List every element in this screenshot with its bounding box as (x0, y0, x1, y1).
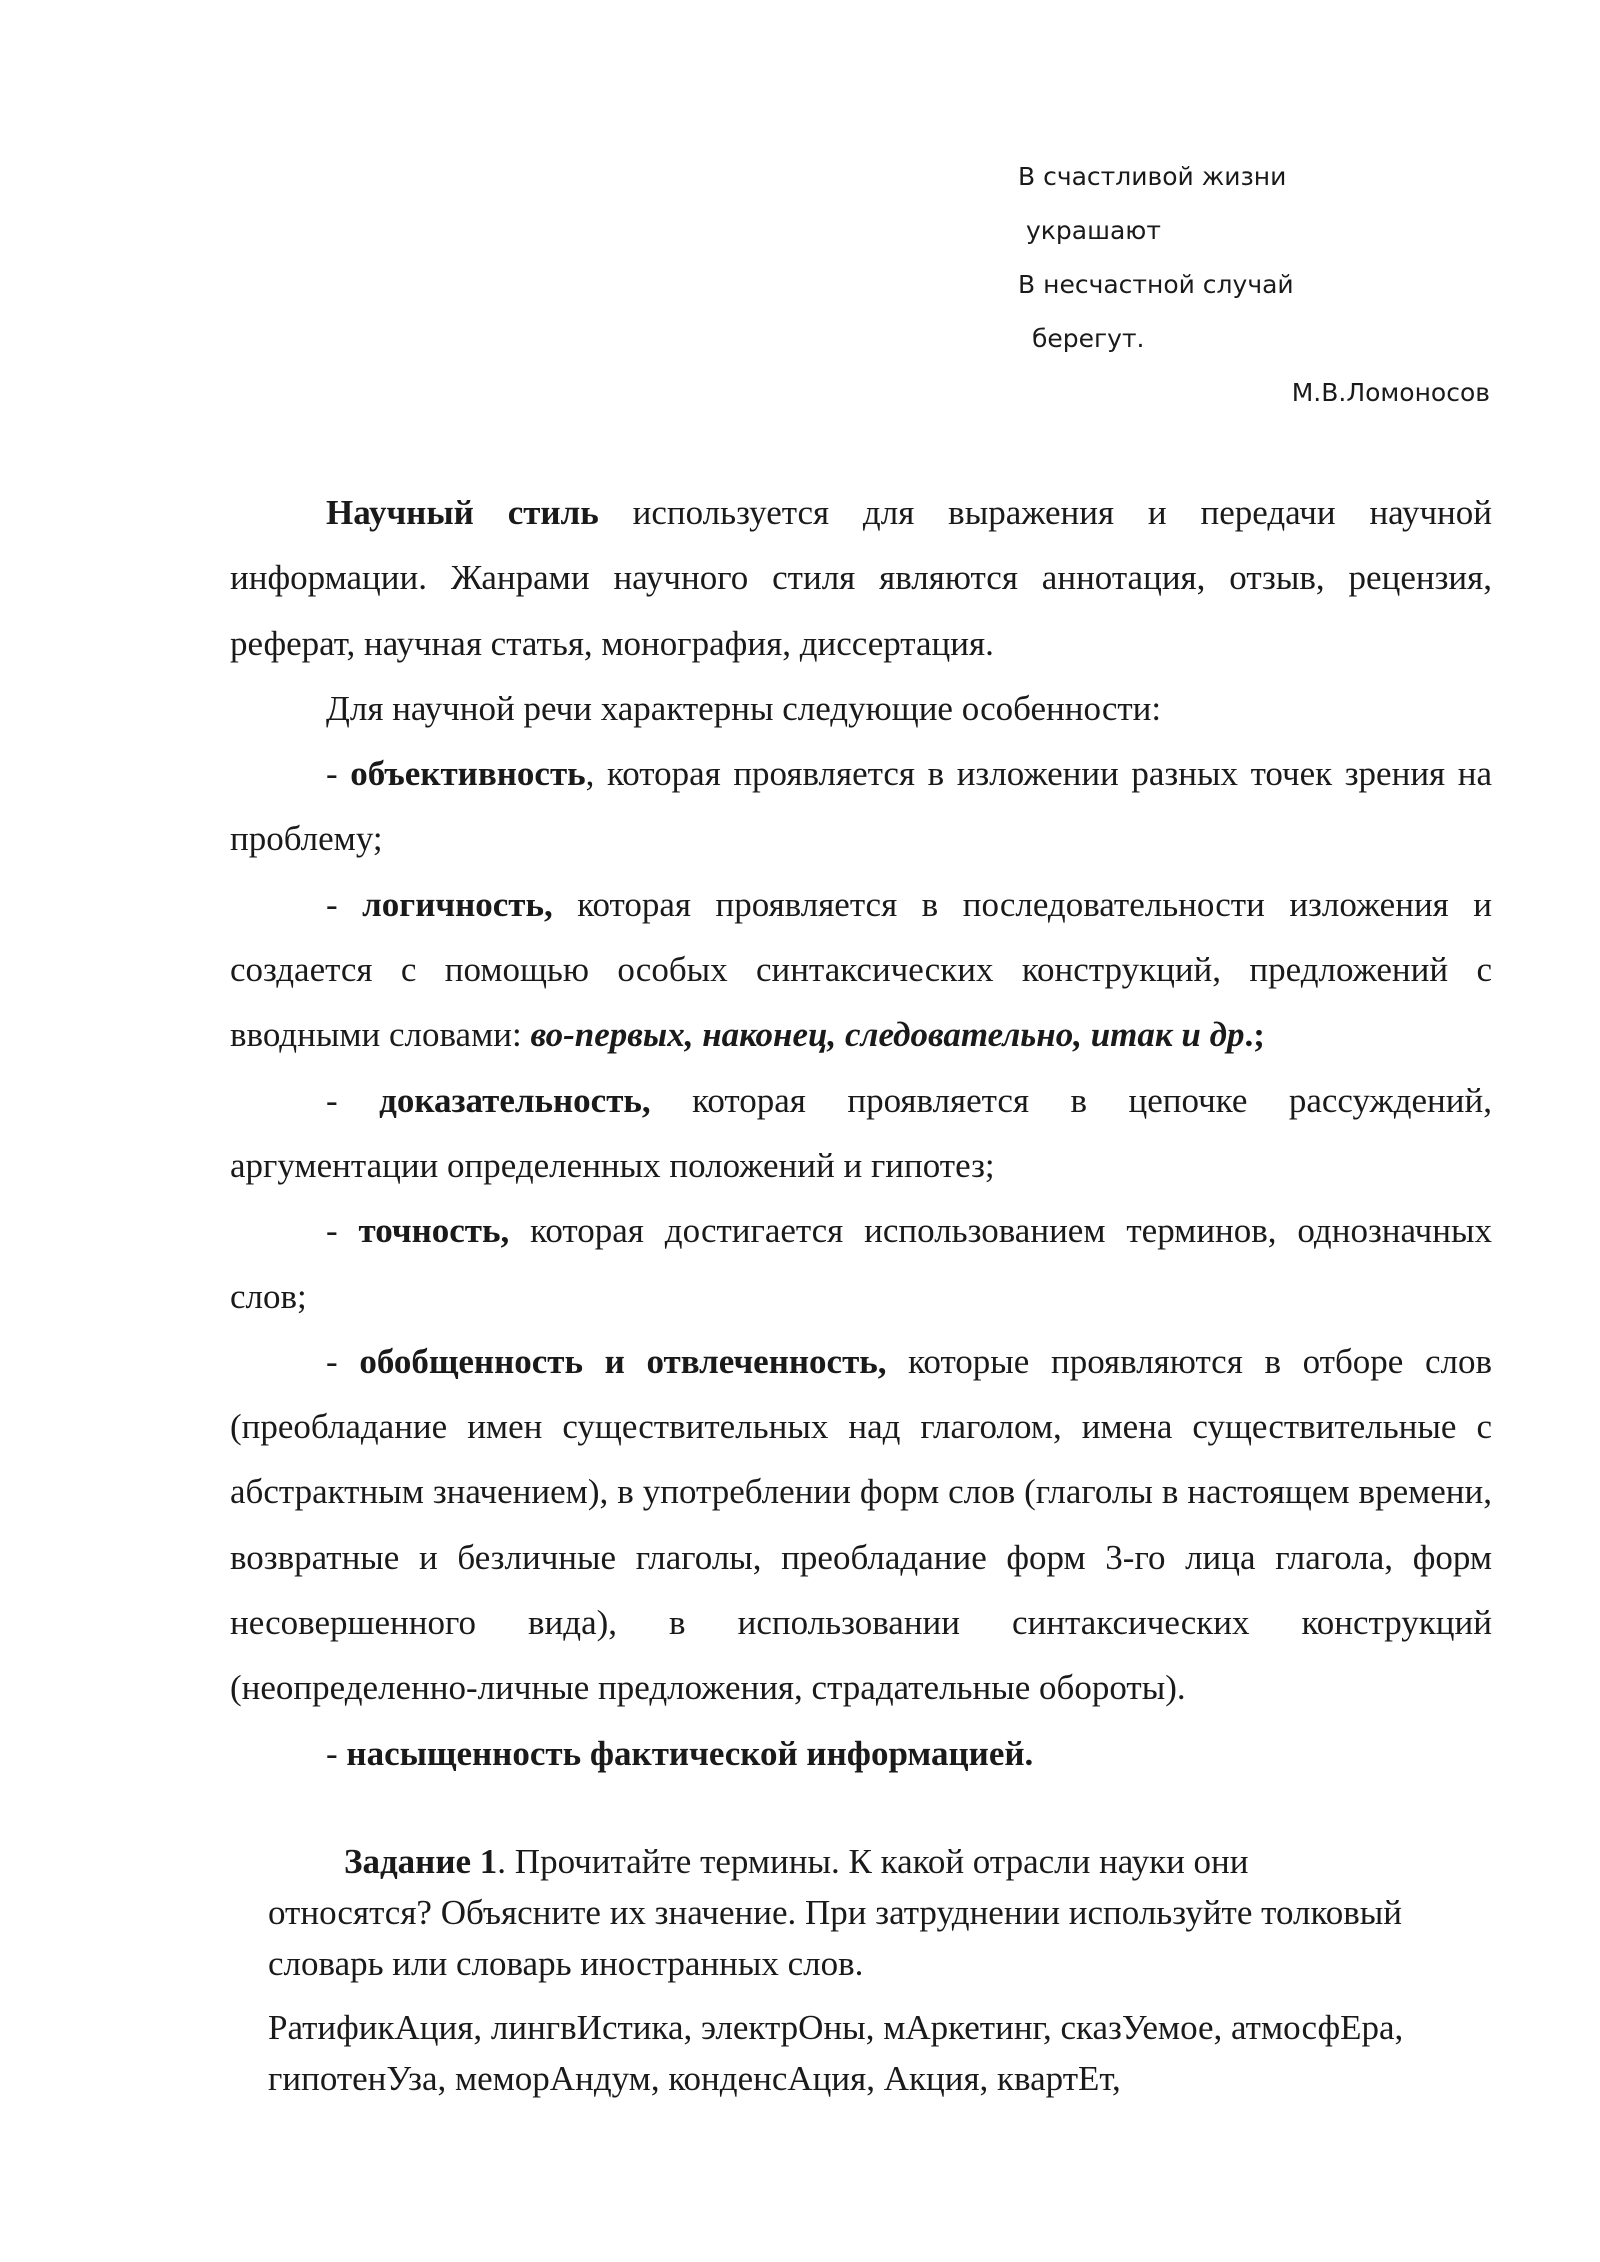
feature-dash: - (326, 1211, 359, 1251)
intro-term: Научный стиль (326, 493, 599, 532)
epigraph-line: В счастливой жизни (1018, 162, 1287, 191)
feature-item (230, 1329, 1492, 1721)
feature-text: которая проявляется в цепочке рассуждений, аргументации определенных положений и гипотез; (230, 1080, 1493, 1185)
task-block (268, 1836, 1408, 2104)
feature-item (230, 1721, 1492, 1786)
feature-dash: - (326, 1733, 347, 1773)
epigraph-line: В несчастной случай (1018, 270, 1294, 299)
feature-name: точность, (358, 1211, 510, 1251)
feature-name: насыщенность фактической информацией. (346, 1733, 1034, 1773)
feature-name: доказательность, (379, 1080, 651, 1120)
feature-item (230, 1068, 1492, 1199)
feature-item (230, 1198, 1492, 1329)
task-text: . Прочитайте термины. К какой отрасли науки они относятся? Объясните их значение. При затруднении используйте толковый словарь или словарь иностранных слов. (268, 1842, 1402, 1983)
feature-name: логичность, (362, 884, 553, 924)
main-text (230, 480, 1492, 1786)
features-intro: Для научной речи характерны следующие особенности: (326, 688, 1162, 728)
feature-name: обобщенность и отвлеченность, (359, 1341, 887, 1381)
feature-text: которая проявляется в последовательности изложения и создается с помощью особых синтаксических конструкций, предложений с вводными словами: (230, 884, 1493, 1055)
epigraph-line: украшают (1026, 216, 1161, 245)
epigraph (1018, 150, 1498, 366)
intro-text: используется для выражения и передачи научной информации. Жанрами научного стиля являются аннотация, отзыв, рецензия, реферат, научная статья, монография, диссертация. (230, 493, 1493, 663)
feature-dash: - (326, 884, 363, 924)
intro-paragraph (230, 480, 1492, 676)
task-title: Задание 1 (344, 1842, 498, 1881)
feature-dash: - (326, 754, 351, 794)
epigraph-author: М.В.Ломоносов (1291, 378, 1490, 407)
task-terms: РатификАция, лингвИстика, электрОны, мАркетинг, сказУемое, атмосфЕра, гипотенУза, меморАндум, конденсАция, Акция, квартЕт, (268, 2008, 1404, 2098)
feature-item (230, 872, 1492, 1068)
task-instruction (268, 1836, 1408, 1989)
feature-examples: во-первых, наконец, следовательно, итак и др (530, 1015, 1245, 1055)
feature-text: которая достигается использованием терминов, однозначных слов; (230, 1211, 1492, 1316)
feature-text: , которая проявляется в изложении разных точек зрения на проблему; (230, 754, 1493, 859)
feature-dash: - (326, 1341, 360, 1381)
epigraph-line: берегут. (1032, 324, 1145, 353)
feature-examples-end: .; (1244, 1015, 1265, 1055)
feature-item (230, 741, 1492, 872)
feature-dash: - (326, 1080, 380, 1120)
feature-name: объективность (350, 754, 586, 794)
feature-text: которые проявляются в отборе слов (преобладание имен существительных над глаголом, имена существительные с абстрактным значением), в употреблении форм слов (глаголы в настоящем времени, возвратные и безличные глаголы, преобладание форм 3-го лица глагола, форм несовершенного вида), в использовании синтаксических конструкций (неопределенно-личные предложения, страдательные обороты). (230, 1341, 1492, 1708)
